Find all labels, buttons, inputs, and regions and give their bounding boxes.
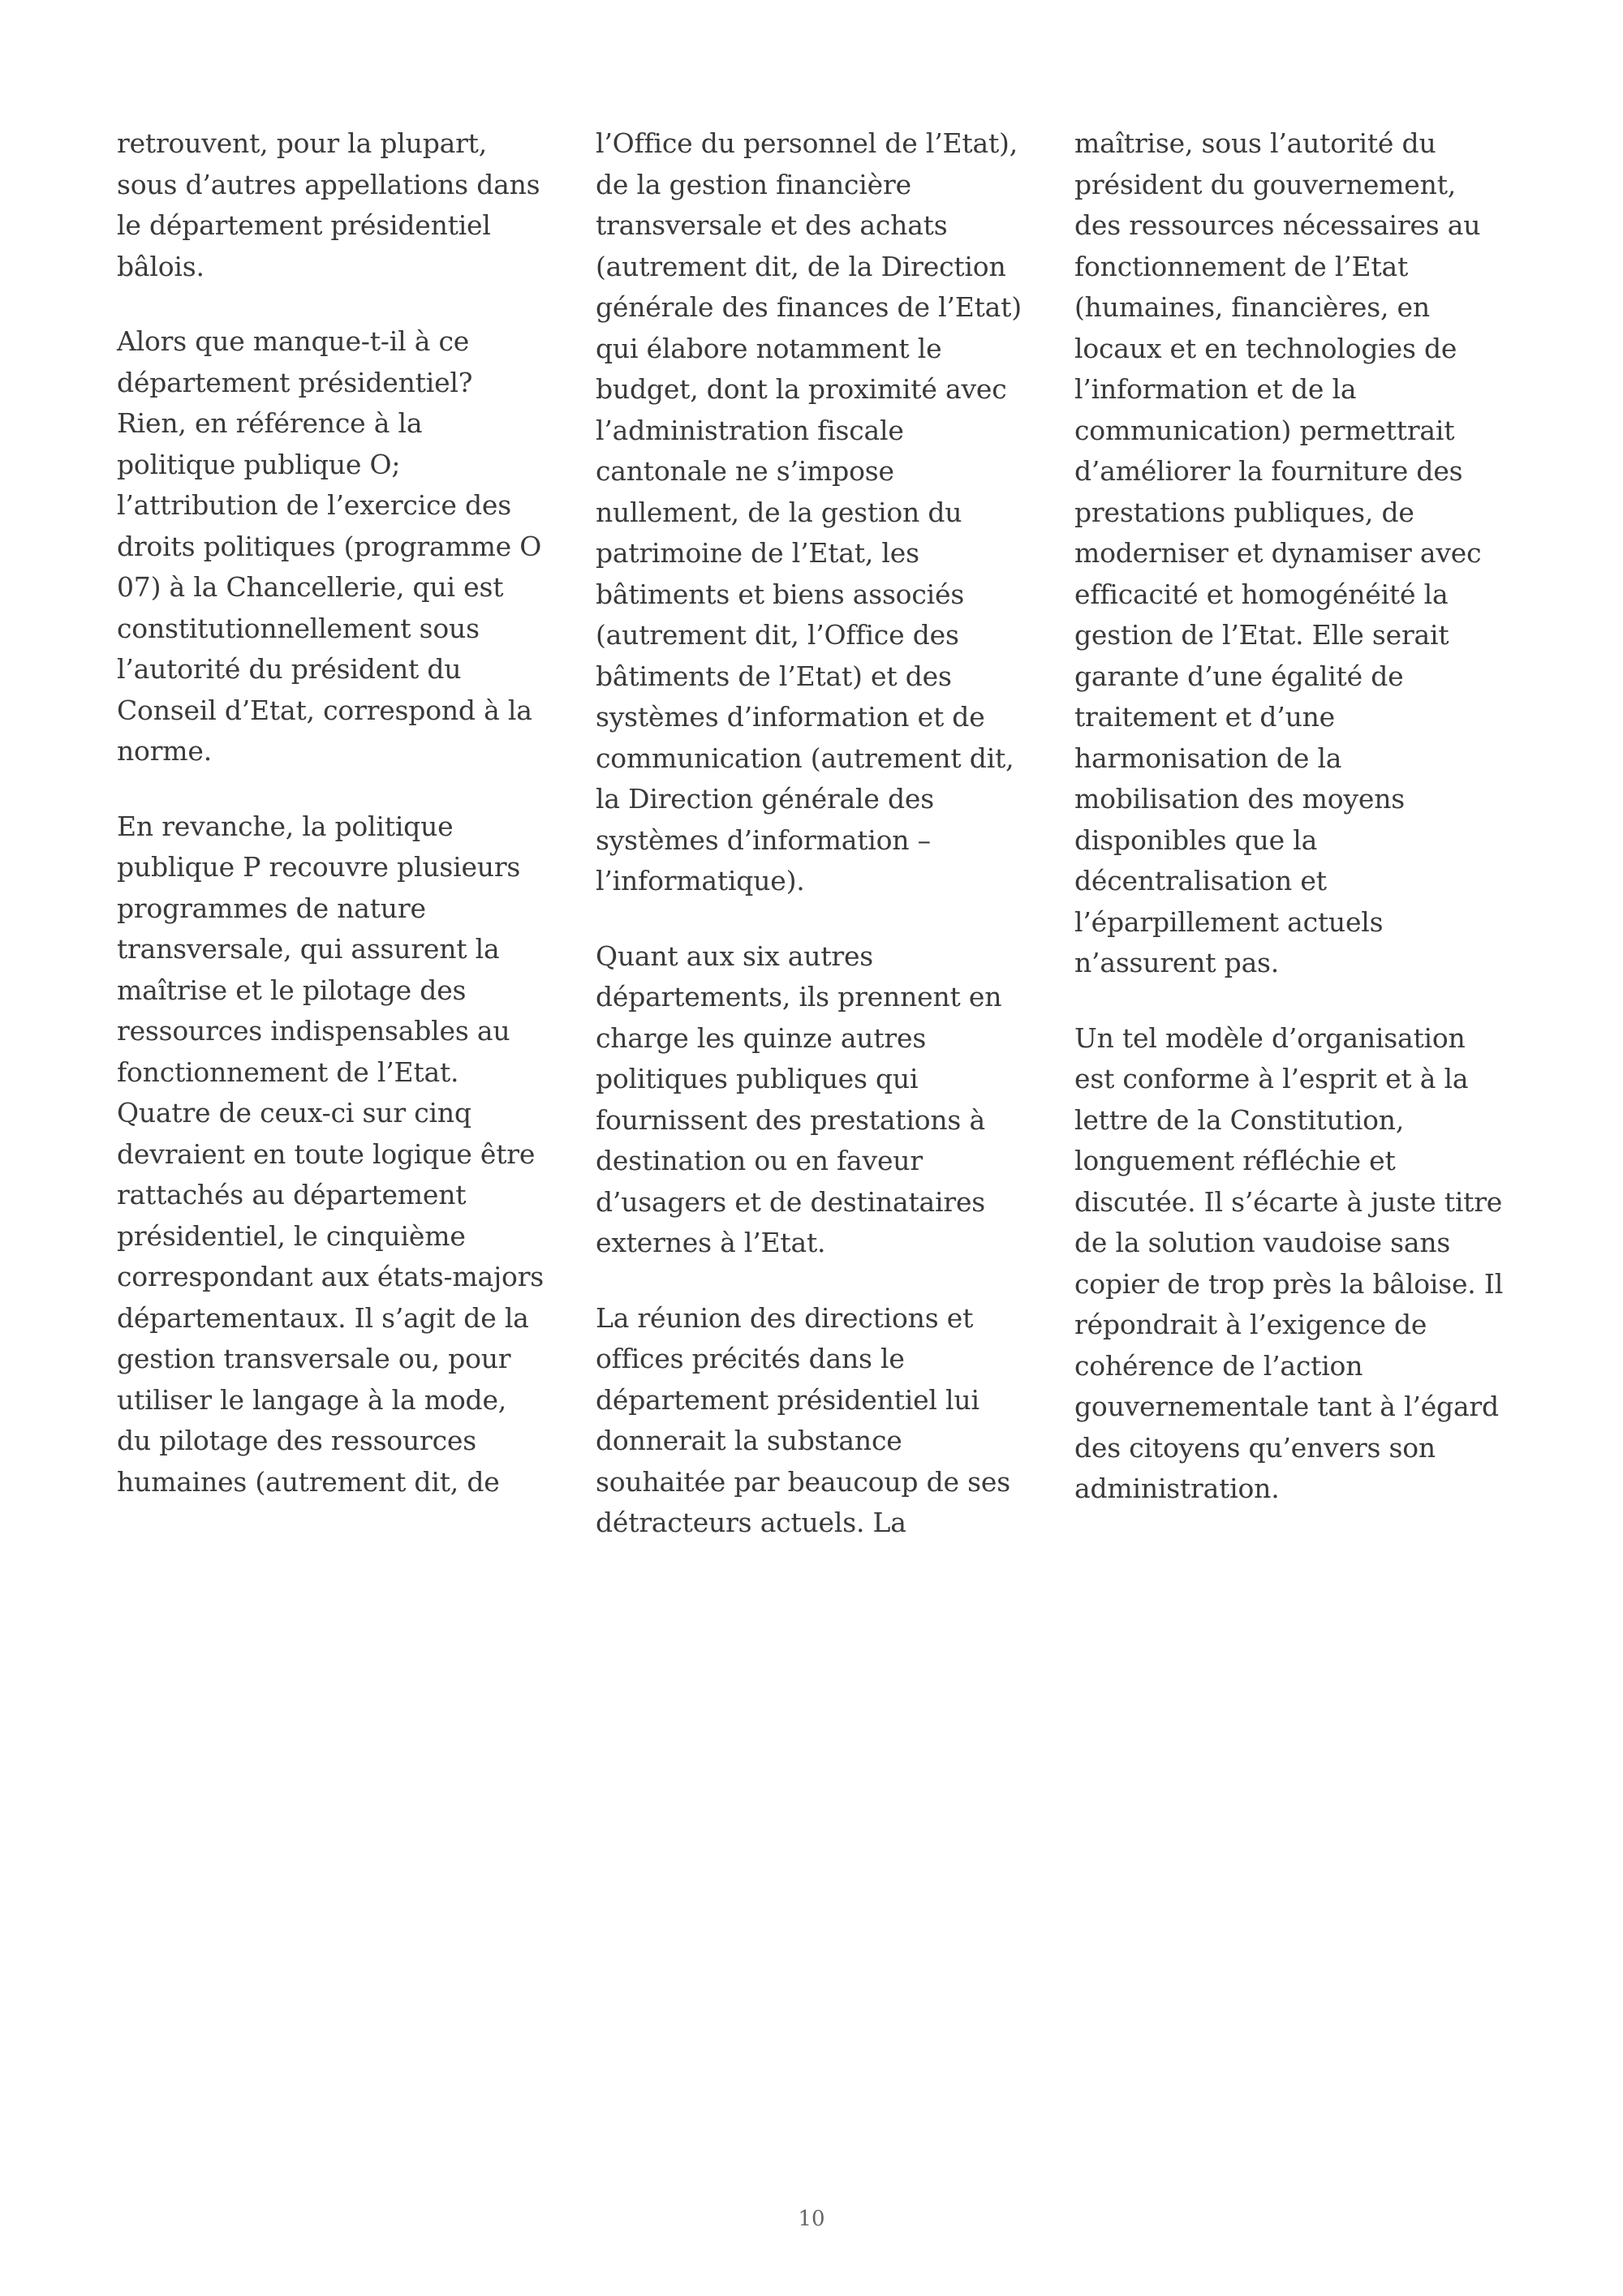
text-line: transversale et des achats xyxy=(596,209,948,241)
text-line: fournissent des prestations à xyxy=(596,1103,985,1136)
text-line: administration. xyxy=(1074,1473,1280,1504)
text-line: retrouvent, pour la plupart, xyxy=(117,127,488,159)
text-line: discutée. Il s’écarte à juste titre xyxy=(1074,1185,1503,1218)
text-line: traitement et d’une xyxy=(1074,701,1336,733)
paragraph xyxy=(596,123,1050,902)
text-line: disponibles que la xyxy=(1074,823,1318,856)
text-line: d’améliorer la fourniture des xyxy=(1074,455,1463,487)
text-line: politique publique O; xyxy=(117,448,401,480)
text-line: communication) permettrait xyxy=(1074,414,1455,446)
text-line: nullement, de la gestion du xyxy=(596,496,962,528)
text-line: norme. xyxy=(117,735,213,767)
text-line: président du gouvernement, xyxy=(1074,168,1457,200)
text-line: (autrement dit, de la Direction xyxy=(596,250,1006,282)
paragraph xyxy=(117,806,571,1503)
text-line: efficacité et homogénéité la xyxy=(1074,578,1449,610)
text-line: des ressources nécessaires au xyxy=(1074,209,1481,241)
text-line: bâtiments et biens associés xyxy=(596,578,965,610)
text-line: (autrement dit, l’Office des xyxy=(596,619,959,651)
text-line: l’information et de la xyxy=(1074,373,1357,405)
text-column-2 xyxy=(596,123,1050,1578)
text-line: mobilisation des moyens xyxy=(1074,783,1405,815)
text-line: cohérence de l’action xyxy=(1074,1349,1363,1382)
text-line: département présidentiel lui xyxy=(596,1383,979,1416)
text-line: transversale, qui assurent la xyxy=(117,933,500,965)
text-line: charge les quinze autres xyxy=(596,1021,927,1054)
text-line: l’informatique). xyxy=(596,865,805,896)
text-line: fonctionnement de l’Etat xyxy=(1074,250,1409,282)
text-line: publique P recouvre plusieurs xyxy=(117,851,521,883)
text-line: gouvernementale tant à l’égard xyxy=(1074,1391,1499,1422)
text-line: 07) à la Chancellerie, qui est xyxy=(117,571,504,603)
text-line: patrimoine de l’Etat, les xyxy=(596,537,919,569)
text-line: rattachés au département xyxy=(117,1179,467,1210)
paragraph xyxy=(596,1298,1050,1544)
text-line: systèmes d’information et de xyxy=(596,701,985,733)
text-line: de la gestion financière xyxy=(596,168,911,200)
text-line: départementaux. Il s’agit de la xyxy=(117,1301,529,1334)
text-line: lettre de la Constitution, xyxy=(1074,1103,1405,1136)
text-line: qui élabore notamment le xyxy=(596,332,942,364)
text-line: le département présidentiel xyxy=(117,209,491,241)
text-line: politiques publiques qui xyxy=(596,1063,919,1094)
text-line: bâlois. xyxy=(117,250,204,282)
text-line: communication (autrement dit, xyxy=(596,742,1014,774)
text-line: Alors que manque-t-il à ce xyxy=(117,325,470,357)
paragraph xyxy=(596,936,1050,1264)
text-line: (humaines, financières, en xyxy=(1074,291,1430,323)
text-line: gestion transversale ou, pour xyxy=(117,1343,511,1374)
text-line: département présidentiel? xyxy=(117,366,473,398)
text-line: Conseil d’Etat, correspond à la xyxy=(117,694,532,726)
text-line: humaines (autrement dit, de xyxy=(117,1465,500,1498)
text-line: programmes de nature xyxy=(117,892,426,924)
text-line: la Direction générale des xyxy=(596,783,934,815)
text-line: destination ou en faveur xyxy=(596,1145,923,1176)
text-line: budget, dont la proximité avec xyxy=(596,373,1007,405)
text-line: détracteurs actuels. La xyxy=(596,1507,906,1538)
text-line: fonctionnement de l’Etat. xyxy=(117,1056,459,1088)
text-line: des citoyens qu’envers son xyxy=(1074,1431,1436,1464)
text-line: prestations publiques, de xyxy=(1074,496,1414,528)
text-line: copier de trop près la bâloise. Il xyxy=(1074,1267,1504,1300)
text-line: maîtrise, sous l’autorité du xyxy=(1074,127,1436,159)
text-line: Rien, en référence à la xyxy=(117,407,423,439)
text-line: longuement réfléchie et xyxy=(1074,1145,1396,1176)
paragraph xyxy=(1074,123,1529,984)
text-column-1 xyxy=(117,123,571,1537)
text-line: correspondant aux états-majors xyxy=(117,1261,545,1292)
text-line: ressources indispensables au xyxy=(117,1015,510,1047)
text-line: gestion de l’Etat. Elle serait xyxy=(1074,619,1449,651)
text-line: sous d’autres appellations dans xyxy=(117,168,540,200)
text-line: La réunion des directions et xyxy=(596,1301,974,1334)
text-line: Un tel modèle d’organisation xyxy=(1074,1021,1466,1054)
text-line: n’assurent pas. xyxy=(1074,947,1280,978)
text-line: est conforme à l’esprit et à la xyxy=(1074,1063,1469,1094)
text-line: En revanche, la politique xyxy=(117,810,454,842)
text-line: répondrait à l’exigence de xyxy=(1074,1309,1427,1340)
text-line: l’éparpillement actuels xyxy=(1074,905,1384,938)
text-line: maîtrise et le pilotage des xyxy=(117,974,467,1006)
text-line: devraient en toute logique être xyxy=(117,1137,536,1170)
paragraph xyxy=(117,321,571,772)
text-line: l’Office du personnel de l’Etat), xyxy=(596,127,1018,159)
text-line: départements, ils prennent en xyxy=(596,981,1002,1013)
text-line: donnerait la substance xyxy=(596,1425,902,1456)
text-line: décentralisation et xyxy=(1074,865,1327,896)
text-line: du pilotage des ressources xyxy=(117,1425,476,1456)
text-line: souhaitée par beaucoup de ses xyxy=(596,1465,1010,1498)
text-line: générale des finances de l’Etat) xyxy=(596,291,1022,323)
paragraph xyxy=(117,123,571,287)
text-line: offices précités dans le xyxy=(596,1343,905,1374)
text-line: locaux et en technologies de xyxy=(1074,332,1457,364)
text-line: utiliser le langage à la mode, xyxy=(117,1383,507,1416)
text-line: Quant aux six autres xyxy=(596,939,874,972)
text-line: Quatre de ceux-ci sur cinq xyxy=(117,1097,471,1129)
text-line: d’usagers et de destinataires xyxy=(596,1185,986,1218)
text-line: constitutionnellement sous xyxy=(117,612,480,644)
text-line: bâtiments de l’Etat) et des xyxy=(596,660,952,692)
text-line: systèmes d’information – xyxy=(596,823,931,856)
page-number: 10 xyxy=(798,2207,825,2231)
text-line: moderniser et dynamiser avec xyxy=(1074,537,1482,569)
text-line: l’administration fiscale xyxy=(596,414,904,446)
text-line: l’attribution de l’exercice des xyxy=(117,489,511,521)
text-line: présidentiel, le cinquième xyxy=(117,1219,466,1252)
text-line: garante d’une égalité de xyxy=(1074,660,1404,692)
text-line: de la solution vaudoise sans xyxy=(1074,1227,1451,1258)
text-line: cantonale ne s’impose xyxy=(596,455,894,487)
text-line: l’autorité du président du xyxy=(117,653,462,685)
paragraph xyxy=(1074,1018,1529,1510)
text-line: droits politiques (programme O xyxy=(117,530,542,562)
text-column-3 xyxy=(1074,123,1529,1544)
text-line: harmonisation de la xyxy=(1074,742,1342,774)
text-line: externes à l’Etat. xyxy=(596,1227,826,1258)
